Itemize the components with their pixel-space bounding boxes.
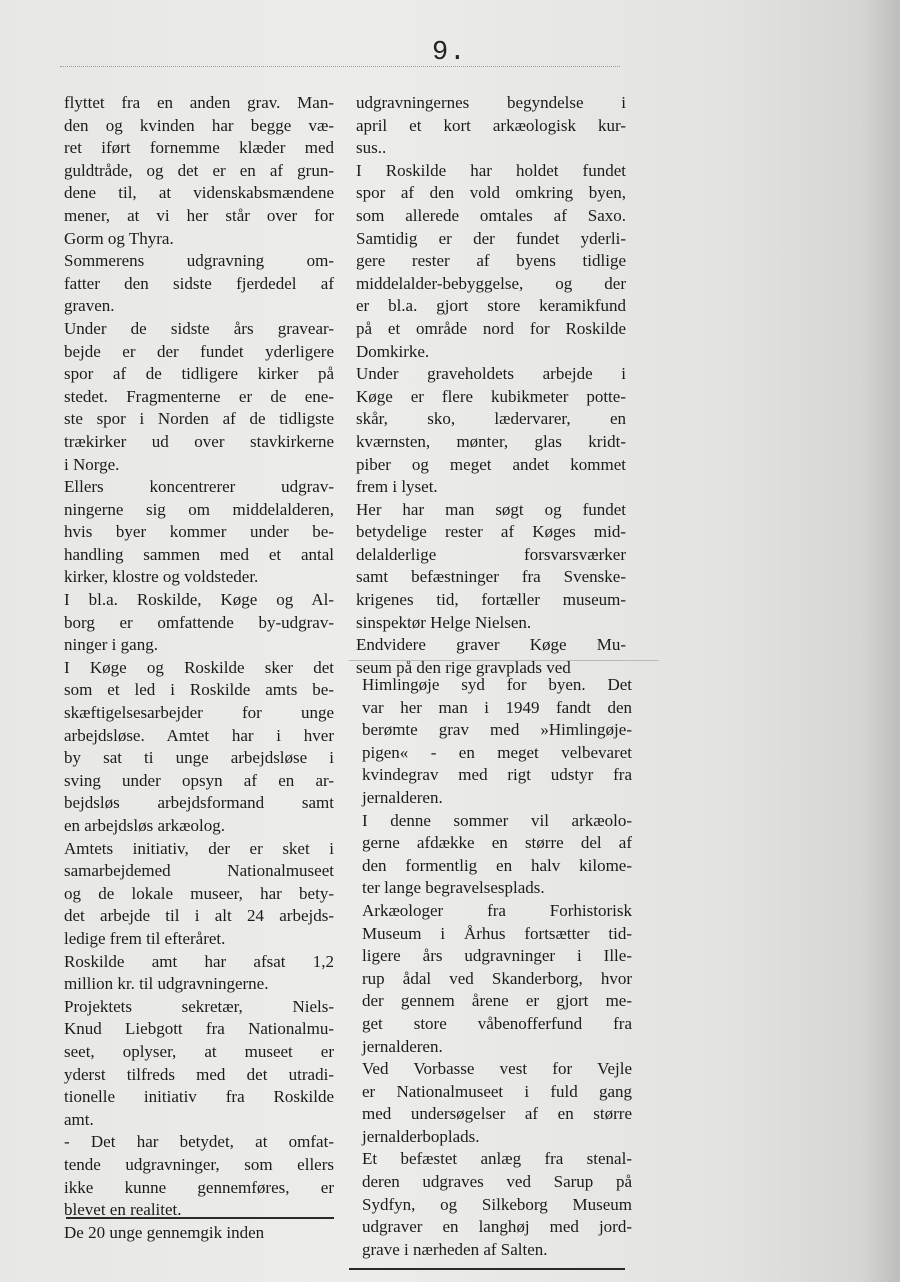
text-line: fatter den sidste fjerdedel af (64, 273, 334, 293)
text-line: bejdsløs arbejdsformand samt (64, 793, 334, 813)
text-line: samarbejdemed Nationalmuseet (64, 861, 334, 881)
text-line: Himlingøje syd for byen. Det (362, 675, 632, 694)
text-line: kværnsten, mønter, glas kridt- (356, 431, 626, 451)
text-line: den og kvinden har begge væ- (64, 115, 334, 135)
text-line: De 20 unge gennemgik inden (64, 1222, 265, 1242)
text-line: Under de sidste års gravear- (64, 318, 334, 338)
text-line: april et kort arkæologisk kur- (356, 115, 626, 135)
text-line: pigen« - en meget velbevaret (362, 742, 632, 762)
text-line: I Roskilde har holdet fundet (356, 160, 626, 180)
text-line: der gennem årene er gjort me- (362, 991, 632, 1011)
text-line: deren udgraves ved Sarup på (362, 1172, 632, 1192)
text-line: ledige frem til efteråret. (64, 928, 226, 948)
text-line: mener, at vi her står over for (64, 205, 334, 225)
text-line: udgraver en langhøj med jord- (362, 1217, 632, 1237)
text-line: Roskilde amt har afsat 1,2 (64, 951, 334, 971)
text-line: ikke kunne gennemføres, er (64, 1177, 334, 1197)
text-line: Ellers koncentrerer udgrav- (64, 477, 334, 497)
text-line: grave i nærheden af Salten. (362, 1239, 548, 1259)
text-line: Under graveholdets arbejde i (356, 364, 626, 384)
text-line: samt befæstninger fra Svenske- (356, 567, 626, 587)
text-line: det arbejde til i alt 24 arbejds- (64, 906, 334, 926)
text-line: sus.. (356, 138, 387, 158)
text-line: spor af de tidligere kirker på (64, 364, 334, 384)
text-line: Domkirke. (356, 341, 430, 361)
text-line: og de lokale museer, har bety- (64, 883, 334, 903)
text-line: million kr. til udgravningerne. (64, 974, 269, 994)
text-line: by sat ti unge arbejdsløse i (64, 748, 334, 768)
text-line: yderst tilfreds med det utradi- (64, 1064, 334, 1084)
text-line: graven. (64, 296, 115, 316)
text-line: udgravningernes begyndelse i (356, 93, 626, 112)
text-line: trækirker ud over stavkirkerne (64, 431, 334, 451)
text-line: ste spor i Norden af de tidligste (64, 409, 334, 429)
text-line: borg er omfattende by-udgrav- (64, 612, 334, 632)
article-column-left (64, 92, 334, 1244)
bottom-rule-right (349, 1268, 625, 1270)
text-line: sving under opsyn af en ar- (64, 770, 334, 790)
text-line: betydelige rester af Køges mid- (356, 522, 626, 542)
text-line: kvindegrav med rigt udstyr fra (362, 765, 632, 785)
text-line: gerne afdække en større del af (362, 833, 632, 853)
text-line: frem i lyset. (356, 477, 438, 497)
text-line: arbejdsløse. Amtet har i hver (64, 725, 334, 745)
text-line: middelalder-bebyggelse, og der (356, 273, 626, 293)
text-line: er Nationalmuseet i fuld gang (362, 1081, 632, 1101)
text-line: ter lange begravelsesplads. (362, 878, 545, 898)
text-line: ligere års udgravninger i Ille- (362, 946, 632, 966)
text-line: krigenes tid, fortæller museum- (356, 590, 626, 610)
column-break-rule (349, 660, 659, 661)
top-rule (60, 66, 620, 67)
text-line: I Køge og Roskilde sker det (64, 657, 334, 677)
text-line: på et område nord for Roskilde (356, 318, 626, 338)
text-line: delalderlige forsvarsværker (356, 544, 626, 564)
text-line: Museum i Århus fortsætter tid- (362, 923, 632, 943)
text-line: I denne sommer vil arkæolo- (362, 810, 632, 830)
bottom-rule-left (66, 1217, 334, 1219)
text-line: Sydfyn, og Silkeborg Museum (362, 1194, 632, 1214)
text-line: Her har man søgt og fundet (356, 499, 626, 519)
page-number: 9. (432, 38, 467, 68)
text-line: skår, sko, lædervarer, en (356, 409, 626, 429)
text-line: Ved Vorbasse vest for Vejle (362, 1059, 632, 1079)
text-line: I bl.a. Roskilde, Køge og Al- (64, 590, 334, 610)
text-line: skæftigelsesarbejder for unge (64, 703, 334, 723)
text-line: Gorm og Thyra. (64, 228, 174, 248)
text-line: Endvidere graver Køge Mu- (356, 635, 626, 655)
text-line: bejde er der fundet yderligere (64, 341, 334, 361)
text-line: i Norge. (64, 454, 120, 474)
text-line: guldtråde, og det er en af grun- (64, 160, 334, 180)
text-line: Et befæstet anlæg fra stenal- (362, 1149, 632, 1169)
text-line: blevet en realitet. (64, 1200, 182, 1220)
text-line: seet, oplyser, at museet er (64, 1041, 334, 1061)
article-column-right-bottom (362, 674, 632, 1261)
text-line: kirker, klostre og voldsteder. (64, 567, 259, 587)
text-line: Arkæologer fra Forhistorisk (362, 900, 632, 920)
text-line: stedet. Fragmenterne er de ene- (64, 386, 334, 406)
text-line: get store våbenofferfund fra (362, 1013, 632, 1033)
text-line: spor af den vold omkring byen, (356, 183, 626, 203)
text-line: er bl.a. gjort store keramikfund (356, 296, 626, 316)
text-line: flyttet fra en anden grav. Man- (64, 93, 334, 112)
text-line: jernalderboplads. (362, 1126, 480, 1146)
text-line: amt. (64, 1109, 94, 1129)
text-line: ningerne sig om middelalderen, (64, 499, 334, 519)
text-line: jernalderen. (362, 1036, 443, 1056)
text-line: gere rester af byens tidlige (356, 251, 626, 271)
text-line: handling sammen med et antal (64, 544, 334, 564)
text-line: Sommerens udgravning om- (64, 251, 334, 271)
text-line: sinspektør Helge Nielsen. (356, 612, 532, 632)
text-line: en arbejdsløs arkæolog. (64, 816, 225, 835)
text-line: Knud Liebgott fra Nationalmu- (64, 1019, 334, 1039)
text-line: som allerede omtales af Saxo. (356, 205, 626, 225)
text-line: - Det har betydet, at omfat- (64, 1132, 334, 1152)
text-line: ninger i gang. (64, 635, 158, 655)
text-line: den formentlig en halv kilome- (362, 855, 632, 875)
text-line: dene til, at videnskabsmændene (64, 183, 334, 203)
text-line: Amtets initiativ, der er sket i (64, 838, 334, 858)
text-line: med undersøgelser af en større (362, 1104, 632, 1124)
text-line: ret iført fornemme klæder med (64, 138, 334, 158)
text-line: som et led i Roskilde amts be- (64, 680, 334, 700)
text-line: piber og meget andet kommet (356, 454, 626, 474)
text-line: rup ådal ved Skanderborg, hvor (362, 968, 632, 988)
text-line: var her man i 1949 fandt den (362, 697, 632, 717)
text-line: Samtidig er der fundet yderli- (356, 228, 626, 248)
text-line: tionelle initiativ fra Roskilde (64, 1087, 334, 1107)
text-line: Projektets sekretær, Niels- (64, 996, 334, 1016)
article-column-right-top (356, 92, 626, 679)
text-line: jernalderen. (362, 787, 443, 807)
page-edge-shadow (860, 0, 900, 1282)
text-line: tende udgravninger, som ellers (64, 1154, 334, 1174)
text-line: hvis byer kommer under be- (64, 522, 334, 542)
text-line: Køge er flere kubikmeter potte- (356, 386, 626, 406)
text-line: berømte grav med »Himlingøje- (362, 720, 632, 740)
text-line: seum på den rige gravplads ved (356, 657, 571, 677)
